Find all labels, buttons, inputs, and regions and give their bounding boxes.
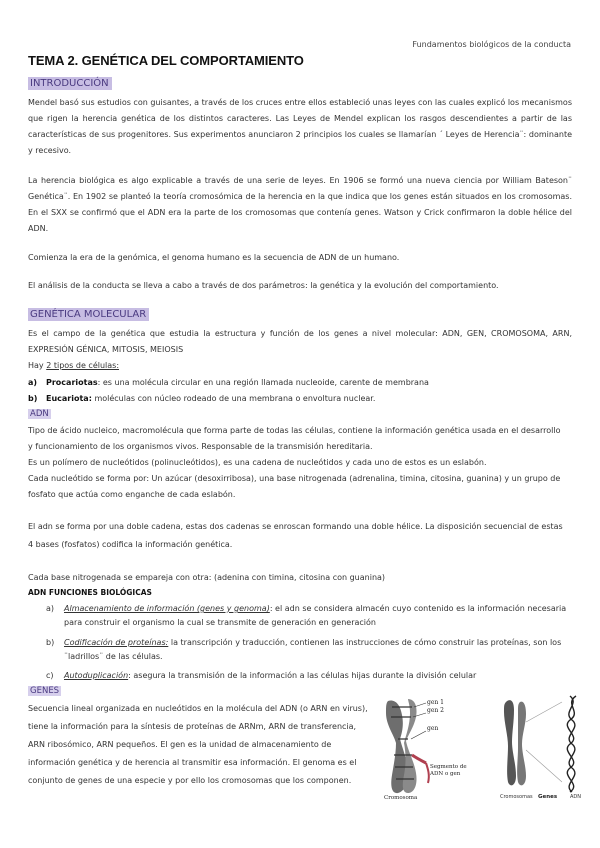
cell-types-link: 2 tipos de células:: [46, 361, 120, 370]
intro-paragraph-1: Mendel basó sus estudios con guisantes, a través de los cruces entre ellos estableció unas leyes con las cuales explicó los mecanismos que rigen la herencia genética de los distintos caracteres. Las Leyes de Mendel explican los rasgos descendientes a partir de las características de sus progenitores. Sus experimentos anunciaron 2 principios los cuales se llamarían ´ Leyes de Herencia¨: dominante y recesivo.: [28, 98, 572, 155]
page-title: TEMA 2. GENÉTICA DEL COMPORTAMIENTO: [28, 53, 304, 68]
genes-text-line: Secuencia lineal organizada en nucleótidos en la molécula del ADN (o ARN en virus),: [28, 704, 368, 713]
fig1-gen-label: gen: [427, 725, 439, 732]
fig1-caption: Cromosoma: [384, 795, 418, 800]
chromosome-figure: [378, 695, 488, 800]
list-key: b): [28, 394, 38, 403]
functions-title: ADN FUNCIONES BIOLÓGICAS: [28, 588, 152, 597]
list-key: c): [46, 671, 54, 680]
subsection-label-genes: GENES: [30, 686, 60, 696]
function-item: [46, 636, 562, 664]
fig1-gen1-label: gen 1: [427, 699, 444, 706]
continuation: para construir el organismo la cual se transmite de generación en generación: [64, 618, 376, 627]
intro-paragraph-2: La herencia biológica es algo explicable a través de una serie de leyes. En 1906 se formó una nueva ciencia por William Bateson¨ Genética¨. En 1902 se planteó la teoría cromosómica de la herencia en la que indica que los genes están situados en los cromosomas. En el SXX se confirmó que el ADN era la parte de los cromosomas que contenía genes. Watson y Crick confirmaron la doble hélice del ADN.: [28, 176, 572, 233]
subsection-label-adn: ADN: [30, 409, 49, 419]
cell-types-prefix: Hay: [28, 361, 47, 370]
chromosome-icon: [386, 699, 429, 793]
running-header: Fundamentos biológicos de la conducta: [412, 40, 571, 49]
fig1-segment-label: Segmento de: [430, 764, 467, 770]
list-key: b): [46, 638, 55, 647]
adn-text-line: Es un polímero de nucleótidos (polinucleótidos), es una cadena de nucleótidos y cada uno de estos es un eslabón.: [28, 458, 487, 467]
fig2-caption-genes: Genes: [538, 794, 558, 800]
term: Codificación de proteínas:: [64, 638, 169, 647]
term: Almacenamiento de información (genes y genoma): [64, 604, 270, 613]
cell-type-item: [28, 376, 429, 390]
chromosomes-genes-dna-figure: [498, 692, 584, 800]
fig2-caption-dna: ADN: [570, 794, 582, 800]
genes-text-line: información genética y de herencia al transmitir esa información. El genoma es el: [28, 758, 357, 767]
dna-helix-icon: [567, 696, 576, 792]
fig1-gen2-label: gen 2: [427, 707, 444, 714]
list-key: a): [46, 604, 55, 613]
term: Autoduplicación: [64, 671, 129, 680]
genes-text-line: ARN ribosómico, ARN pequeños. El gen es la unidad de almacenamiento de: [28, 740, 332, 749]
description: moléculas con núcleo rodeado de una membrana o envoltura nuclear.: [91, 394, 376, 403]
description: : asegura la transmisión de la información a las células hijas durante la división celular: [128, 671, 477, 680]
cell-type-item: [28, 392, 375, 406]
section-heading-introduccion: INTRODUCCIÓN: [28, 77, 112, 90]
genes-text-line: conjunto de genes de una especie y por ello los cromosomas que los componen.: [28, 776, 352, 785]
adn-text-line: fosfato que actúa como enganche de cada eslabón.: [28, 490, 236, 499]
molecular-paragraph: Es el campo de la genética que estudia la estructura y función de los genes a nivel molecular: ADN, GEN, CROMOSOMA, ARN, EXPRESIÓN GÉNICA, MITOSIS, MEIOSIS: [28, 329, 572, 354]
description: : es una molécula circular en una región llamada nucleoide, carente de membrana: [97, 378, 429, 387]
cell-types-line: [28, 359, 119, 373]
adn-text-line: Cada base nitrogenada se empareja con otra: (adenina con timina, citosina con guanina): [28, 573, 386, 582]
genes-text-line: tiene la información para la síntesis de proteínas de ARNm, ARN de transferencia,: [28, 722, 357, 731]
continuation: ¨ladrillos¨ de las células.: [64, 652, 163, 661]
intro-paragraph-4: El análisis de la conducta se lleva a cabo a través de dos parámetros: la genética y la evolución del comportamiento.: [28, 281, 499, 290]
adn-text-line: Tipo de ácido nucleico, macromolécula que forma parte de todas las células, contiene la información genética usada en el desarrollo: [28, 426, 561, 435]
adn-text-line: El adn se forma por una doble cadena, estas dos cadenas se enroscan formando una doble hélice. La disposición secuencial de estas: [28, 522, 563, 531]
fig2-caption-chromosomes: Cromosomas: [500, 794, 533, 800]
term: Eucariota:: [46, 394, 92, 403]
fig1-segment-label-2: ADN o gen: [430, 771, 461, 777]
description: : el adn se considera almacén cuyo contenido es la información necesaria: [269, 604, 567, 613]
adn-text-line: 4 bases (fosfatos) codifica la información genética.: [28, 540, 233, 549]
adn-text-line: Cada nucleótido se forma por: Un azúcar (desoxirribosa), una base nitrogenada (adrenalina, timina, citosina, guanina) y un grupo de: [28, 474, 561, 483]
term: Procariotas: [46, 378, 98, 387]
section-heading-genetica-molecular: GENÉTICA MOLECULAR: [28, 308, 149, 321]
function-item: [46, 602, 567, 630]
list-key: a): [28, 378, 38, 387]
adn-text-line: y funcionamiento de los organismos vivos. Responsable de la transmisión hereditaria.: [28, 442, 373, 451]
chromosome-pair-icon: [504, 700, 526, 785]
intro-paragraph-3: Comienza la era de la genómica, el genoma humano es la secuencia de ADN de un humano.: [28, 253, 400, 262]
description: la transcripción y traducción, contienen las instrucciones de cómo construir las proteínas, son los: [168, 638, 562, 647]
function-item: [46, 669, 477, 683]
